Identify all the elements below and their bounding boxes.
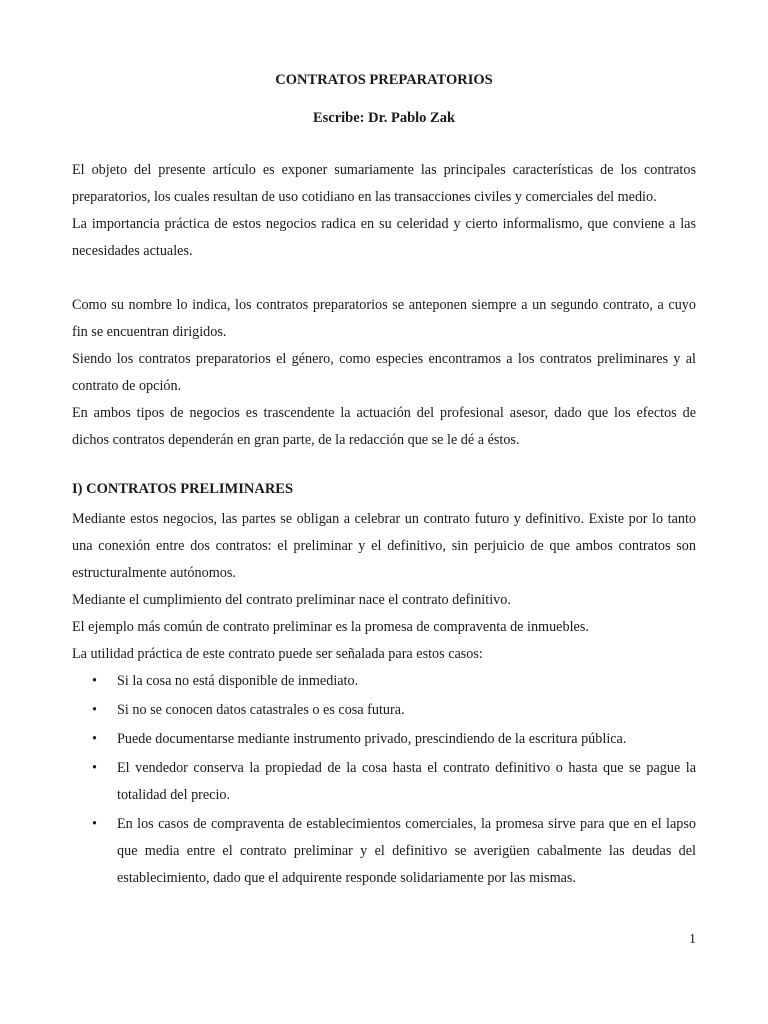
list-item-text: En los casos de compraventa de establecimientos comerciales, la promesa sirve para que en el lapso que media entre el contrato preliminar y el definitivo se averigüen cabalmente las deudas del establecimiento, dado que el adquirente responde solidariamente por las mismas. xyxy=(117,816,696,886)
section-body xyxy=(72,506,696,668)
list-item xyxy=(72,668,696,695)
list-item xyxy=(72,697,696,724)
page-number: 1 xyxy=(689,932,696,947)
list-item-text: Puede documentarse mediante instrumento privado, prescindiendo de la escritura pública. xyxy=(117,731,627,747)
author-line: Escribe: Dr. Pablo Zak xyxy=(312,110,456,126)
paragraph: Siendo los contratos preparatorios el género, como especies encontramos a los contratos preliminares y al contrato de opción. xyxy=(72,351,696,394)
intro-section xyxy=(72,157,696,265)
paragraph: En ambos tipos de negocios es trascendente la actuación del profesional asesor, dado que los efectos de dichos contratos dependerán en gran parte, de la redacción que se le dé a éstos. xyxy=(72,405,696,448)
list-item xyxy=(72,755,696,809)
list-item-text: El vendedor conserva la propiedad de la cosa hasta el contrato definitivo o hasta que se pague la totalidad del precio. xyxy=(117,760,696,803)
paragraph: La importancia práctica de estos negocios radica en su celeridad y cierto informalismo, que conviene a las necesidades actuales. xyxy=(72,216,696,259)
paragraph: Mediante estos negocios, las partes se obligan a celebrar un contrato futuro y definitivo. Existe por lo tanto una conexión entre dos contratos: el preliminar y el definitivo, sin perjuicio de que ambos contratos son estructuralmente autónomos. xyxy=(72,511,696,581)
list-item xyxy=(72,811,696,892)
document-title: CONTRATOS PREPARATORIOS xyxy=(275,72,493,88)
bullet-icon: • xyxy=(92,702,97,718)
bullet-icon: • xyxy=(92,816,97,832)
paragraph: La utilidad práctica de este contrato puede ser señalada para estos casos: xyxy=(72,646,483,662)
list-item-text: Si la cosa no está disponible de inmediato. xyxy=(117,673,359,689)
bullet-icon: • xyxy=(92,673,97,689)
list-item xyxy=(72,726,696,753)
bullet-icon: • xyxy=(92,731,97,747)
bullet-icon: • xyxy=(92,760,97,776)
paragraph: El ejemplo más común de contrato preliminar es la promesa de compraventa de inmuebles. xyxy=(72,619,589,635)
preparatory-overview xyxy=(72,292,696,454)
list-item-text: Si no se conocen datos catastrales o es cosa futura. xyxy=(117,702,405,718)
paragraph: Como su nombre lo indica, los contratos preparatorios se anteponen siempre a un segundo contrato, a cuyo fin se encuentran dirigidos. xyxy=(72,297,696,340)
paragraph: Mediante el cumplimiento del contrato preliminar nace el contrato definitivo. xyxy=(72,592,511,608)
bullet-list xyxy=(72,668,696,894)
paragraph: El objeto del presente artículo es exponer sumariamente las principales características de los contratos preparatorios, los cuales resultan de uso cotidiano en las transacciones civiles y comerciales del medio. xyxy=(72,162,696,205)
section-heading: I) CONTRATOS PRELIMINARES xyxy=(72,481,294,497)
